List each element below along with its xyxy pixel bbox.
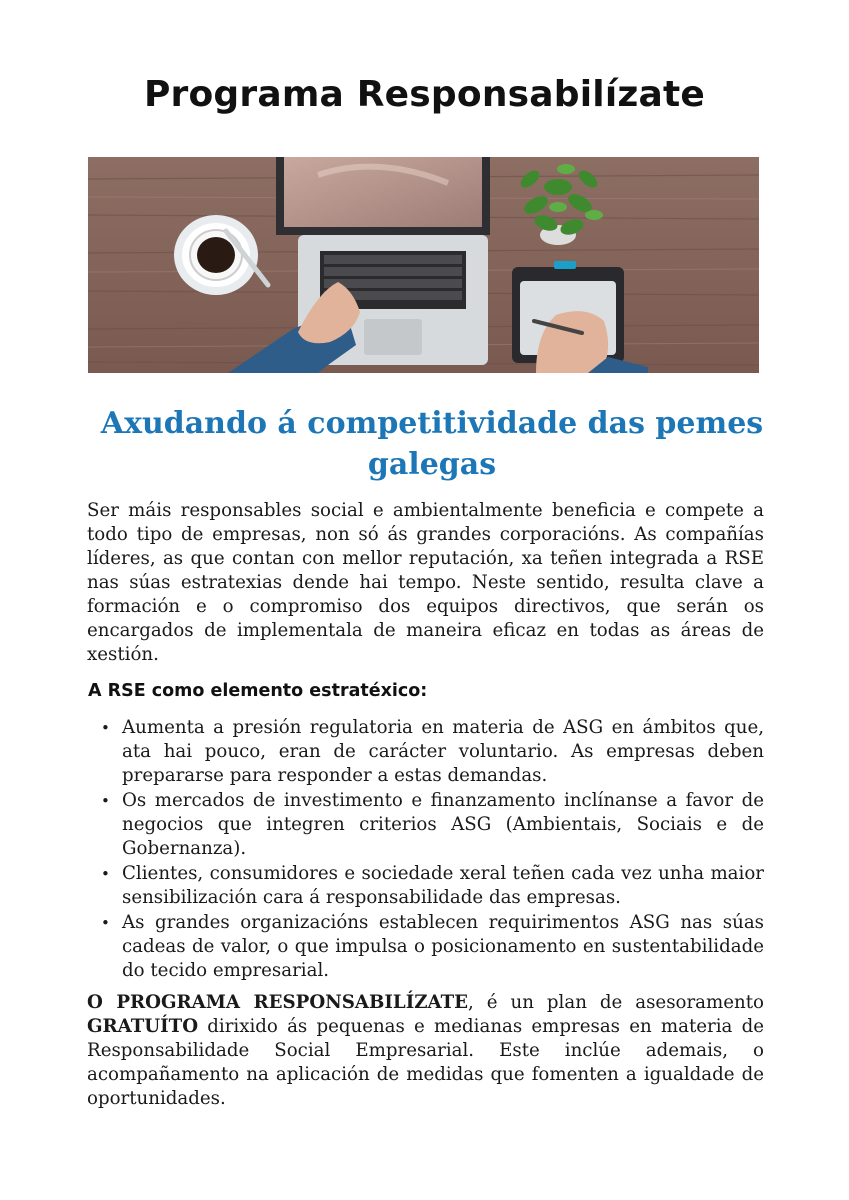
section-heading: A RSE como elemento estratéxico: bbox=[88, 681, 428, 701]
free-label: GRATUÍTO bbox=[87, 1016, 199, 1037]
bullet-list bbox=[101, 716, 764, 984]
list-item bbox=[101, 716, 764, 788]
bullet-icon: • bbox=[101, 719, 110, 737]
hero-image bbox=[88, 157, 759, 373]
bullet-icon: • bbox=[101, 792, 110, 810]
list-item-text: As grandes organizacións establecen requirimentos ASG nas súas cadeas de valor, o que impulsa o posicionamento en sustentabilidade do tecido empresarial. bbox=[122, 912, 764, 981]
page-title: Programa Responsabilízate bbox=[143, 74, 706, 115]
list-item bbox=[101, 862, 764, 910]
closing-text-1: , é un plan de asesoramento bbox=[468, 992, 765, 1013]
section-subtitle: Axudando á competitividade das pemes galegas bbox=[100, 406, 764, 482]
closing-paragraph bbox=[87, 991, 764, 1111]
list-item-text: Clientes, consumidores e sociedade xeral teñen cada vez unha maior sensibilización cara á responsabilidade das empresas. bbox=[122, 863, 764, 908]
list-item-text: Aumenta a presión regulatoria en materia de ASG en ámbitos que, ata hai pouco, eran de carácter voluntario. As empresas deben prepararse para responder a estas demandas. bbox=[122, 717, 764, 786]
list-item bbox=[101, 789, 764, 861]
list-item-text: Os mercados de investimento e finanzamento inclínanse a favor de negocios que integren criterios ASG (Ambientais, Sociais e de Gobernanza). bbox=[122, 790, 764, 859]
intro-paragraph: Ser máis responsables social e ambientalmente beneficia e compete a todo tipo de empresas, non só ás grandes corporacións. As compañías líderes, as que contan con mellor reputación, xa teñen integrada a RSE nas súas estratexias dende hai tempo. Neste sentido, resulta clave a formación e o compromiso dos equipos directivos, que serán os encargados de implementala de maneira eficaz en todas as áreas de xestión. bbox=[87, 500, 764, 665]
bullet-icon: • bbox=[101, 914, 110, 932]
bullet-icon: • bbox=[101, 865, 110, 883]
closing-text-2: dirixido ás pequenas e medianas empresas en materia de Responsabilidade Social Empresarial. Este inclúe ademais, o acompañamento na aplicación de medidas que fomenten a igualdade de oportunidades. bbox=[87, 1016, 764, 1109]
program-name: O PROGRAMA RESPONSABILÍZATE bbox=[87, 992, 468, 1013]
list-item bbox=[101, 911, 764, 983]
